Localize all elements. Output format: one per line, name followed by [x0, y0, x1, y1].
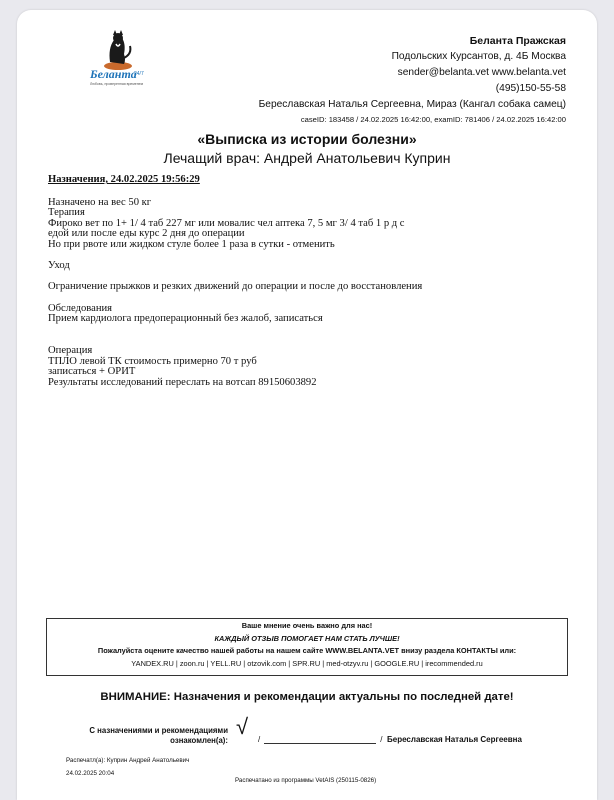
- clinic-name: Беланта Пражская: [469, 35, 566, 47]
- document-page: [17, 10, 597, 800]
- feedback-box: [46, 618, 568, 676]
- slash: /: [258, 735, 261, 744]
- case-ids: caseID: 183458 / 24.02.2025 16:42:00, examID: 781406 / 24.02.2025 16:42:00: [300, 115, 566, 124]
- signature-line: [258, 735, 382, 744]
- prescription-body: [48, 175, 568, 388]
- printed-at: 24.02.2025 20:04: [66, 770, 115, 777]
- printed-by: Распечатл(а): Куприн Андрей Анатольевич: [66, 757, 190, 764]
- clinic-contacts: sender@belanta.vet www.belanta.vet: [397, 67, 566, 78]
- clinic-address: Подольских Курсантов, д. 4Б Москва: [391, 51, 566, 62]
- printed-info: [66, 754, 189, 780]
- operation-line: Результаты исследований переслать на вотсап 89150603892: [48, 376, 317, 388]
- logo-suffix: 24/7: [134, 71, 144, 77]
- acknowledgement-label: [48, 726, 228, 746]
- slash: /: [380, 735, 383, 744]
- attending-doctor: Лечащий врач: Андрей Анатольевич Куприн: [163, 150, 451, 166]
- therapy-line: едой или после еды курс 2 дня до операции: [48, 228, 245, 240]
- weight-line: Назначено на вес 50 кг: [48, 196, 152, 208]
- feedback-line: Пожалуйста оцените качество нашей работы на нашем сайте WWW.BELANTA.VET внизу раздела КОНТАКТЫ или:: [97, 646, 517, 655]
- operation-line: записаться + ОРИТ: [48, 366, 136, 378]
- feedback-line: КАЖДЫЙ ОТЗЫВ ПОМОГАЕТ НАМ СТАТЬ ЛУЧШЕ!: [214, 633, 400, 643]
- exam-line: Прием кардиолога предоперационный без жалоб, записаться: [48, 313, 323, 325]
- document-title: «Выписка из истории болезни»: [197, 131, 417, 147]
- review-sites: YANDEX.RU | zoon.ru | YELL.RU | otzovik.com | SPR.RU | med-otzyv.ru | GOOGLE.RU | irecommended.ru: [131, 658, 483, 668]
- patient-info: Береславская Наталья Сергеевна, Мираз (Кангал собака самец): [258, 99, 566, 110]
- operation-line: ТПЛО левой ТК стоимость примерно 70 т руб: [48, 355, 257, 367]
- care-line: Ограничение прыжков и резких движений до операции и после до восстановления: [48, 281, 423, 293]
- ack-line: С назначениями и рекомендациями: [89, 726, 228, 735]
- clinic-logo: [80, 28, 155, 90]
- therapy-label: Терапия: [48, 207, 85, 219]
- feedback-line: Ваше мнение очень важно для нас!: [241, 621, 373, 630]
- operation-label: Операция: [48, 344, 93, 356]
- ack-line: ознакомлен(а):: [170, 736, 228, 745]
- signer-name: Береславская Наталья Сергеевна: [387, 735, 522, 744]
- clinic-phone: (495)150-55-58: [495, 83, 566, 94]
- logo-text: Беланта: [90, 67, 137, 81]
- warning-notice: ВНИМАНИЕ: Назначения и рекомендации актуальны по последней дате!: [100, 691, 514, 703]
- clinic-header: [259, 33, 566, 127]
- logo-tagline: Любовь, проверенная временем: [90, 82, 144, 86]
- program-info: Распечатано из программы VetAIS (250115-0826): [235, 777, 377, 784]
- therapy-line: Но при рвоте или жидком стуле более 1 раза в сутки - отменить: [48, 238, 335, 250]
- exam-label: Обследования: [48, 302, 113, 314]
- checkmark-icon: √: [236, 714, 249, 739]
- therapy-line: Фироко вет по 1+ 1/ 4 таб 227 мг или мовалис чел аптека 7, 5 мг 3/ 4 таб 1 р д с: [48, 217, 405, 229]
- prescription-heading: Назначения, 24.02.2025 19:56:29: [48, 174, 200, 185]
- care-label: Уход: [48, 260, 70, 272]
